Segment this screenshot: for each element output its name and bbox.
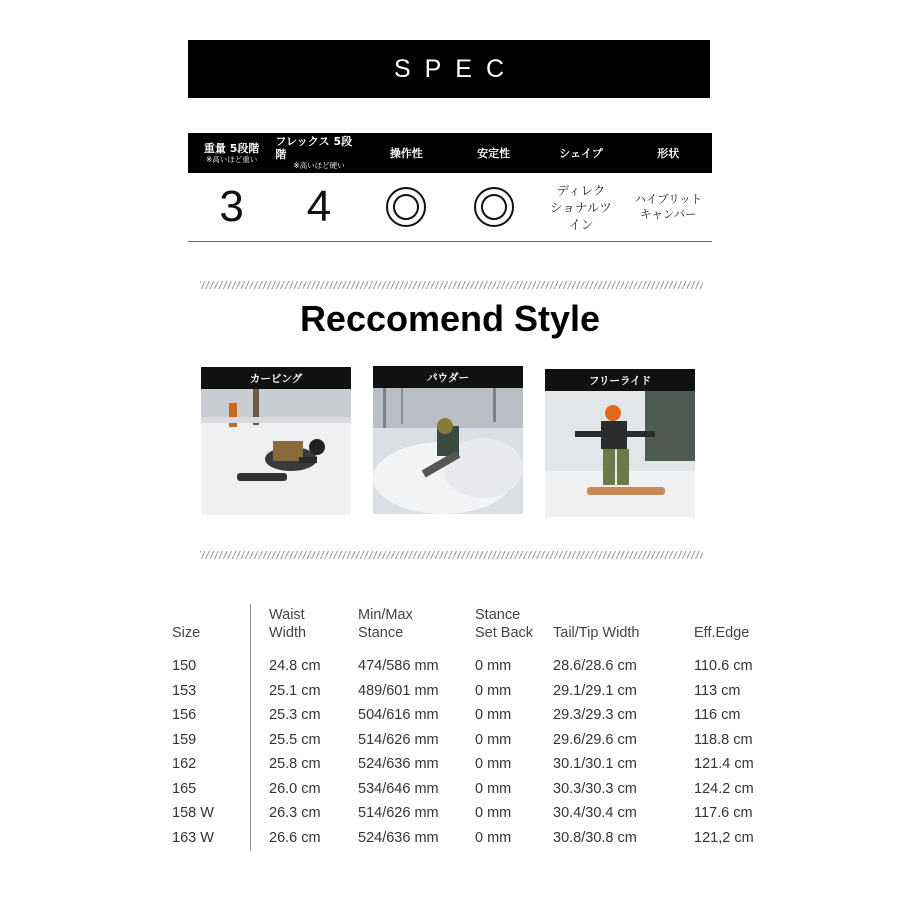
- col-eff-edge: Eff.Edge: [694, 625, 750, 641]
- spec-header-stability: 安定性: [477, 146, 511, 160]
- freeride-image: [545, 391, 695, 517]
- spec-title: SPEC: [393, 54, 519, 83]
- col-tail-tip-width: Tail/Tip Width: [553, 625, 640, 641]
- spec-header-row: [188, 133, 712, 173]
- spec-form-cell: [625, 173, 712, 241]
- table-row: 163 W 26.6 cm 524/636 mm 0 mm 30.8/30.8 cm 121,2 cm: [172, 826, 778, 851]
- style-photo-powder: [373, 366, 523, 514]
- table-row: 162 25.8 cm 524/636 mm 0 mm 30.1/30.1 cm 121.4 cm: [172, 752, 778, 777]
- table-row: 158 W 26.3 cm 514/626 mm 0 mm 30.4/30.4 cm 117.6 cm: [172, 801, 778, 826]
- carving-image: [201, 389, 351, 515]
- spec-banner: [188, 40, 710, 98]
- spec-header-weight: 重量 5段階 ※高いほど重い: [203, 141, 260, 164]
- table-row: 153 25.1 cm 489/601 mm 0 mm 29.1/29.1 cm 113 cm: [172, 679, 778, 704]
- spec-flex-cell: [275, 173, 362, 241]
- shape-value: ディレク ショナルツ イン: [550, 182, 612, 232]
- style-label-carving: カービング: [201, 367, 351, 389]
- spec-weight-cell: [188, 173, 275, 241]
- weight-value: 3: [219, 182, 244, 231]
- col-size: Size: [172, 625, 201, 641]
- style-photo-freeride: [545, 369, 695, 517]
- spec-header-form: 形状: [657, 146, 680, 160]
- table-row: 159 25.5 cm 514/626 mm 0 mm 29.6/29.6 cm 118.8 cm: [172, 728, 778, 753]
- style-label-powder: パウダー: [373, 366, 523, 388]
- spec-stability-cell: [450, 173, 537, 241]
- flex-value: 4: [306, 182, 332, 231]
- spec-values-row: [188, 173, 712, 242]
- col-waist-width: Waist Width: [251, 604, 359, 654]
- spec-operability-cell: [363, 173, 450, 241]
- table-row: 165 26.0 cm 534/646 mm 0 mm 30.3/30.3 cm 124.2 cm: [172, 777, 778, 802]
- size-table-header: [172, 604, 778, 654]
- col-stance-set-back: Stance Set Back: [475, 607, 534, 641]
- double-circle-icon: [386, 187, 426, 227]
- double-circle-icon: [474, 187, 514, 227]
- hatch-divider: [200, 551, 703, 559]
- powder-image: [373, 388, 523, 514]
- table-row: 156 25.3 cm 504/616 mm 0 mm 29.3/29.3 cm 116 cm: [172, 703, 778, 728]
- form-value: ハイブリット キャンバー: [634, 192, 703, 221]
- spec-header-shape: シェイプ: [559, 146, 603, 160]
- style-label-freeride: フリーライド: [545, 369, 695, 391]
- table-row: 150 24.8 cm 474/586 mm 0 mm 28.6/28.6 cm 110.6 cm: [172, 654, 778, 679]
- col-min-max-stance: Min/Max Stance: [358, 607, 413, 641]
- spec-shape-cell: [537, 173, 624, 241]
- style-photo-carving: [201, 367, 351, 515]
- spec-header-flex: フレックス 5段階 ※高いほど硬い: [275, 135, 353, 170]
- hatch-divider: [200, 281, 703, 289]
- spec-header-operability: 操作性: [389, 146, 423, 160]
- size-table: [172, 604, 778, 850]
- recommend-title: Reccomend Style: [299, 298, 601, 339]
